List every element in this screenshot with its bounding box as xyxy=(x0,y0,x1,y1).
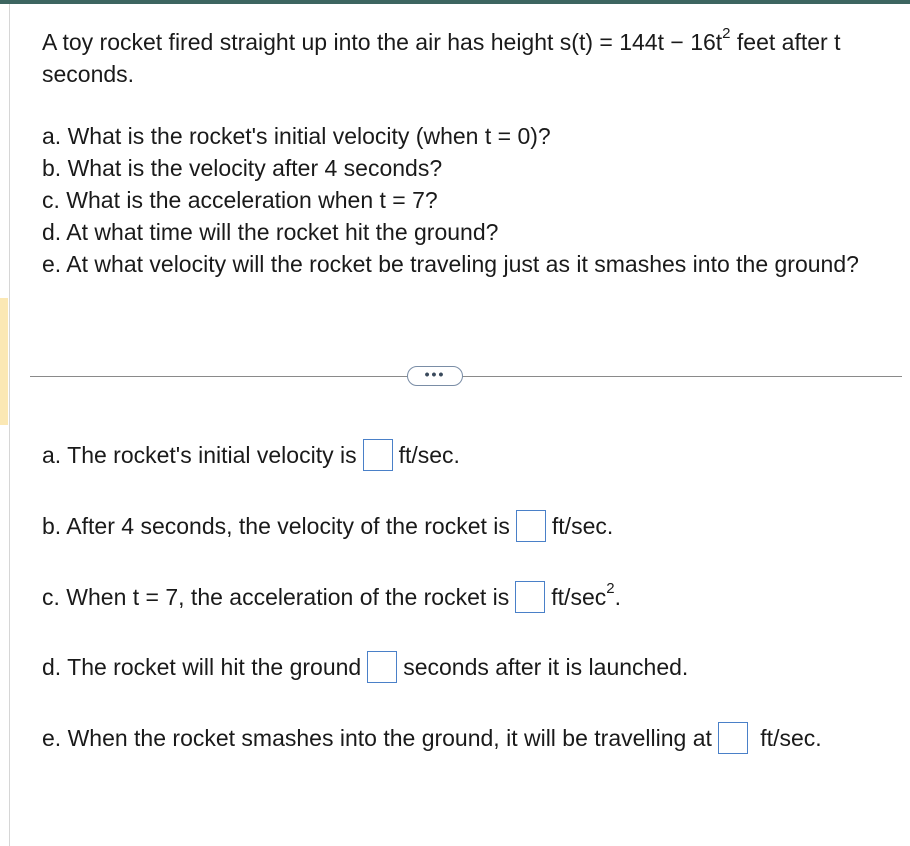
answer-row-b: b. After 4 seconds, the velocity of the rocket is ft/sec. xyxy=(42,510,613,544)
question-part-c: c. What is the acceleration when t = 7? xyxy=(42,187,438,213)
answer-row-e: e. When the rocket smashes into the ground, it will be travelling at ft/sec. xyxy=(42,722,892,756)
left-border xyxy=(9,4,10,846)
answer-row-a: a. The rocket's initial velocity is ft/sec. xyxy=(42,439,460,473)
section-divider xyxy=(30,376,902,377)
answer-input-a[interactable] xyxy=(363,439,393,471)
answer-input-e[interactable] xyxy=(718,722,748,754)
expand-more-button[interactable] xyxy=(407,366,463,386)
question-part-d: d. At what time will the rocket hit the ground? xyxy=(42,219,499,245)
answer-row-c: c. When t = 7, the acceleration of the rocket is $ft/\sec^2$. xyxy=(42,581,621,615)
answer-input-d[interactable] xyxy=(367,651,397,683)
top-bar xyxy=(0,0,910,4)
answer-input-c[interactable] xyxy=(515,581,545,613)
ellipsis-icon: ••• xyxy=(424,366,446,382)
answer-input-b[interactable] xyxy=(516,510,546,542)
question-part-e: e. At what velocity will the rocket be traveling just as it smashes into the ground? xyxy=(42,251,859,277)
question-part-b: b. What is the velocity after 4 seconds? xyxy=(42,155,443,181)
question-part-a: a. What is the rocket's initial velocity (when t = 0)? xyxy=(42,123,551,149)
question-intro: A toy rocket fired straight up into the air has height $s(t) = 144t - 16t^2$ feet after t seconds. xyxy=(42,25,841,87)
answer-row-d: d. The rocket will hit the ground seconds after it is launched. xyxy=(42,651,688,685)
question-text xyxy=(42,26,892,280)
left-highlight-marker xyxy=(0,298,8,425)
